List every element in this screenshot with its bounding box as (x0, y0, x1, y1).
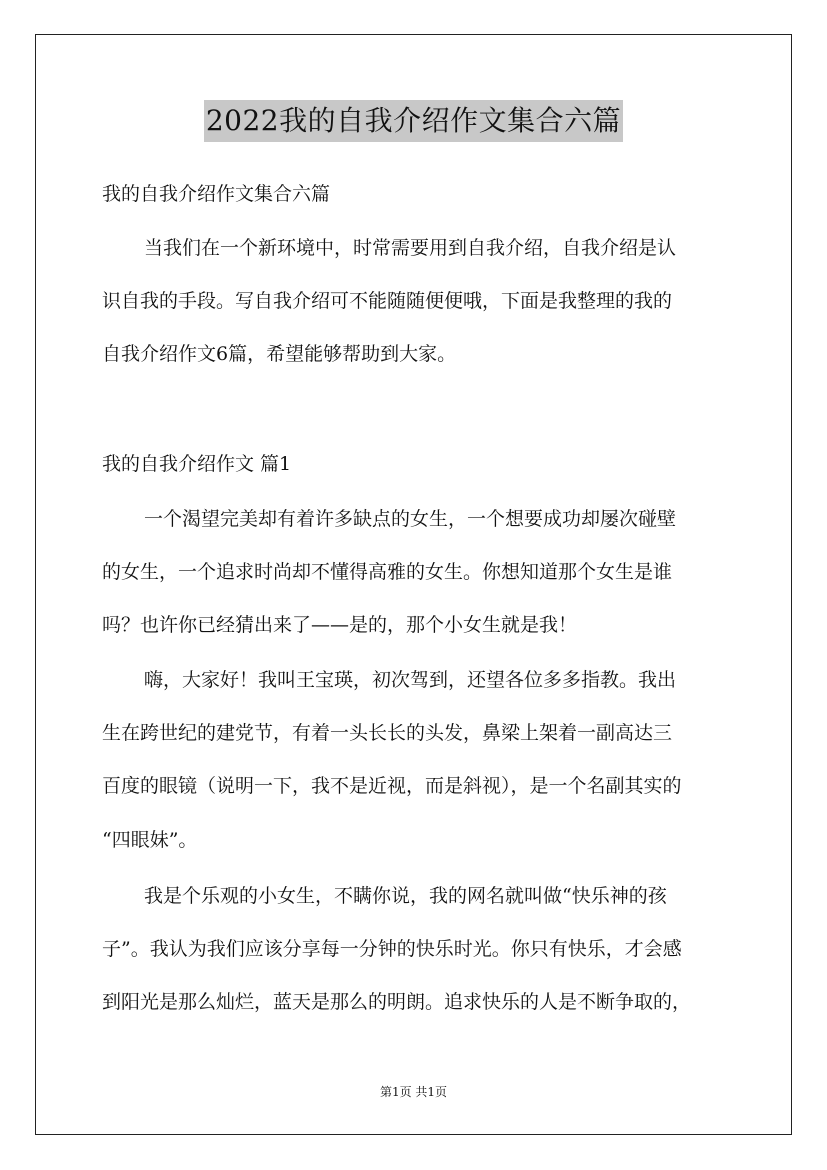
section-heading: 我的自我介绍作文 篇1 (102, 453, 292, 475)
paragraph-line: 吗？也许你已经猜出来了——是的，那个小女生就是我！ (102, 614, 578, 636)
paragraph-line: 一个渴望完美却有着许多缺点的女生，一个想要成功却屡次碰壁 (144, 508, 677, 530)
paragraph-line: 我是个乐观的小女生，不瞒你说，我的网名就叫做“快乐神的孩 (144, 885, 667, 907)
intro-line: 当我们在一个新环境中，时常需要用到自我介绍，自我介绍是认 (144, 237, 677, 259)
title-block (0, 100, 827, 142)
intro-line: 识自我的手段。写自我介绍可不能随随便便哦，下面是我整理的我的 (102, 290, 673, 312)
paragraph-line: 嗨，大家好！我叫王宝瑛，初次驾到，还望各位多多指教。我出 (144, 669, 677, 691)
document-subtitle: 我的自我介绍作文集合六篇 (102, 183, 331, 205)
paragraph-line: 生在跨世纪的建党节，有着一头长长的头发，鼻梁上架着一副高达三 (102, 722, 673, 744)
paragraph-line: 子”。我认为我们应该分享每一分钟的快乐时光。你只有快乐，才会感 (102, 938, 682, 960)
page-number-footer: 第1页 共1页 (379, 1085, 448, 1099)
paragraph-line: 的女生，一个追求时尚却不懂得高雅的女生。你想知道那个女生是谁 (102, 561, 673, 583)
paragraph-line: “四眼妹”。 (102, 829, 198, 851)
document-title: 2022我的自我介绍作文集合六篇 (204, 100, 623, 142)
intro-line: 自我介绍作文6篇，希望能够帮助到大家。 (102, 343, 457, 365)
paragraph-line: 百度的眼镜（说明一下，我不是近视，而是斜视），是一个名副其实的 (102, 775, 682, 797)
paragraph-line: 到阳光是那么灿烂，蓝天是那么的明朗。追求快乐的人是不断争取的， (102, 991, 692, 1013)
